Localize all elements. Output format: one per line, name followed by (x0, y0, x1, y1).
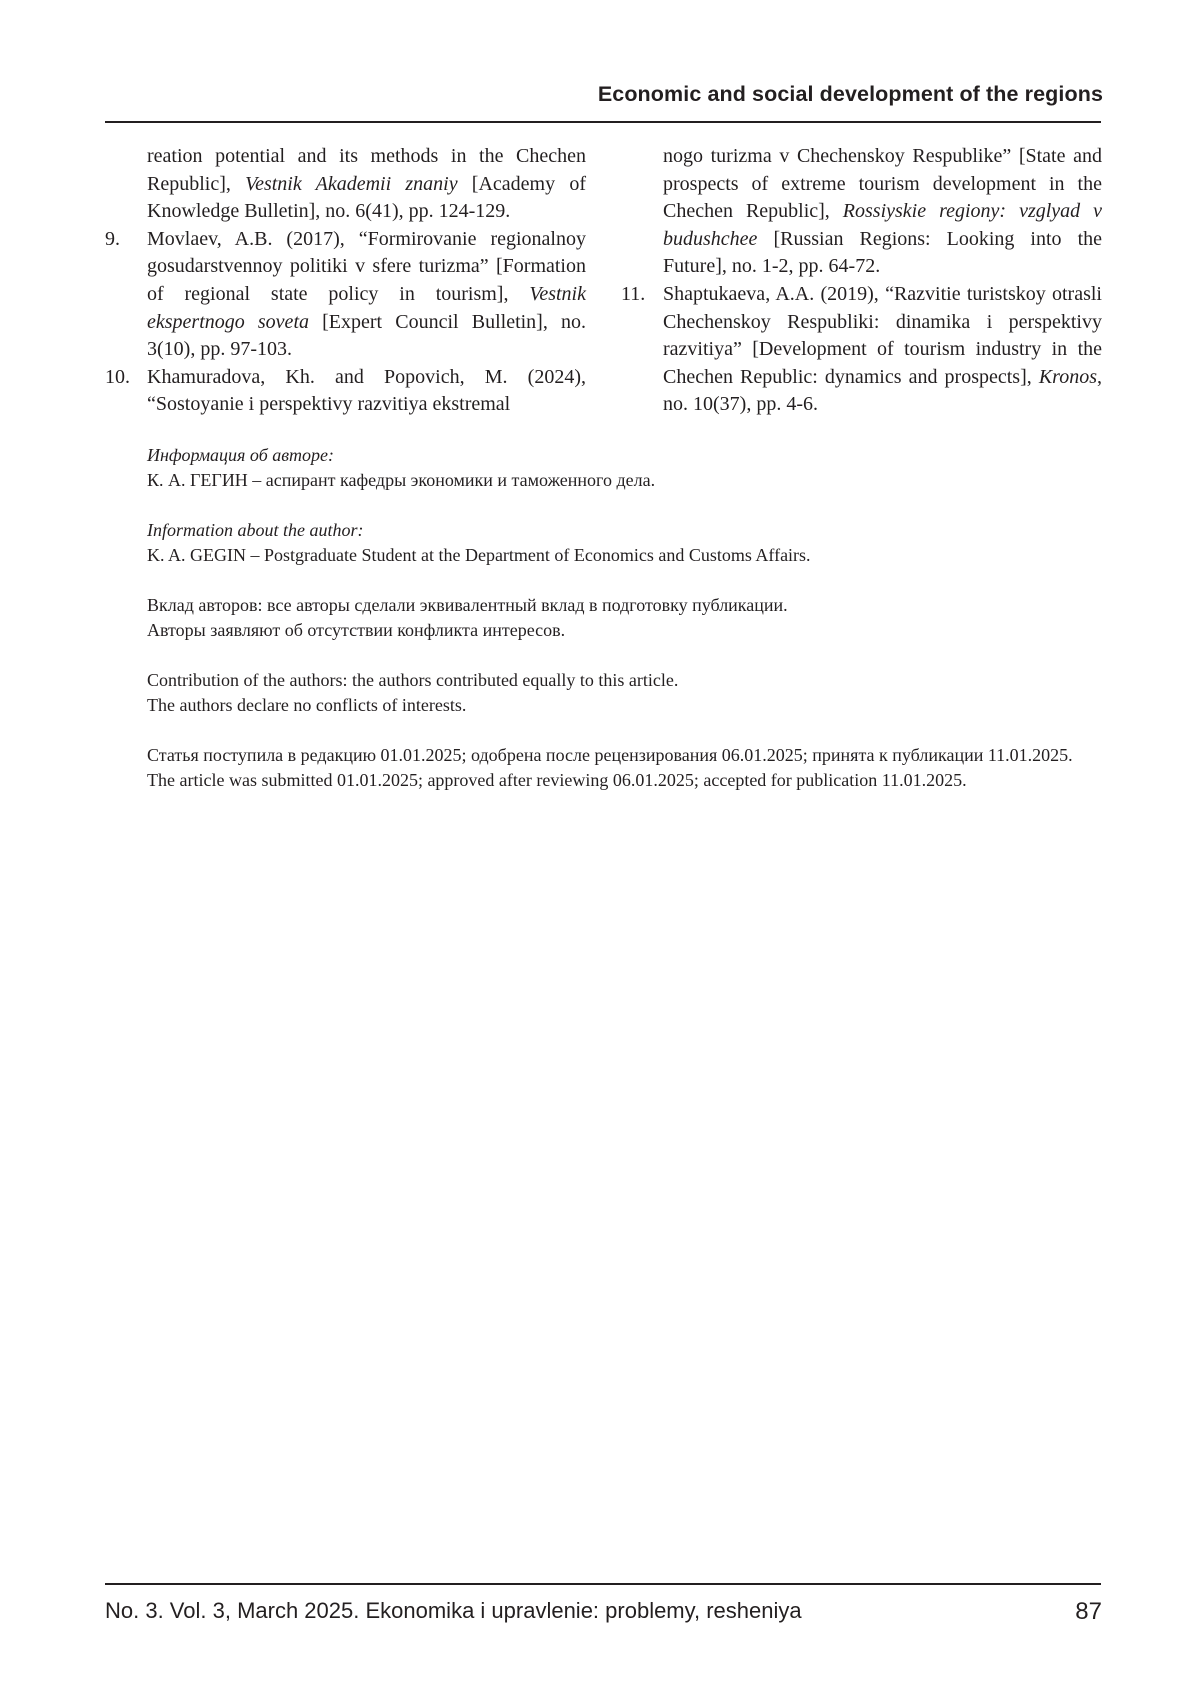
running-header-title: Economic and social development of the regions (597, 82, 1103, 106)
contribution-ru-line1: Вклад авторов: все авторы сделали эквивалентный вклад в подготовку публикации. (147, 595, 788, 615)
article-dates (147, 743, 1102, 793)
reference-text: reation potential and its methods in the Chechen Republic], Vestnik Akademii znaniy [Academy of Knowledge Bulletin], no. 6(41), pp. 124-129. (147, 145, 586, 223)
references-column-right (621, 143, 1102, 419)
header-rule (105, 121, 1101, 123)
reference-text: Khamuradova, Kh. and Popovich, M. (2024), “Sostoyanie i perspektivy razvitiya ekstremal (147, 365, 586, 416)
footer-citation: No. 3. Vol. 3, March 2025. Ekonomika i upravlenie: problemy, resheniya (105, 1598, 802, 1623)
reference-journal: Vestnik ekspertnogo soveta (147, 282, 586, 333)
reference-number: 11. (621, 282, 646, 305)
reference-text: nogo turizma v Chechenskoy Respublike” [State and prospects of extreme tourism development in the Chechen Republic], Rossiyskie regiony: vzglyad v budushchee [Russian Regions: Looking into the Future], no. 1-2, pp. 64-72. (663, 145, 1103, 278)
article-dates-ru: Статья поступила в редакцию 01.01.2025; одобрена после рецензирования 06.01.2025; принята к публикации 11.01.2025. (147, 745, 1073, 765)
reference-journal: Rossiyskie regiony: vzglyad v budushchee (663, 200, 1103, 250)
reference-item (621, 281, 1102, 419)
author-info-ru-text: К. А. ГЕГИН – аспирант кафедры экономики и таможенного дела. (147, 470, 656, 490)
reference-item (105, 226, 586, 364)
reference-item (105, 143, 586, 226)
contribution-en (147, 668, 1102, 718)
reference-item (621, 143, 1102, 281)
reference-item (105, 364, 586, 419)
reference-journal: Vestnik Akademii znaniy (245, 172, 458, 195)
references-column-left (105, 143, 586, 419)
reference-journal: Kronos (1038, 365, 1097, 388)
contribution-ru-line2: Авторы заявляют об отсутствии конфликта интересов. (147, 620, 566, 640)
page-number: 87 (1075, 1598, 1102, 1625)
contribution-en-line2: The authors declare no conflicts of interests. (147, 695, 467, 715)
author-info-en-text: K. A. GEGIN – Postgraduate Student at the Department of Economics and Customs Affairs. (147, 545, 811, 565)
author-info-ru (147, 443, 1102, 493)
author-info-ru-heading: Информация об авторе: (147, 445, 335, 465)
reference-number: 10. (105, 365, 130, 388)
footer-rule (105, 1583, 1101, 1585)
reference-number: 9. (105, 227, 120, 250)
author-info-en (147, 518, 1102, 568)
reference-text: Shaptukaeva, A.A. (2019), “Razvitie turistskoy otrasli Chechenskoy Respubliki: dinamika i perspektivy razvitiya” [Development of tourism industry in the Chechen Republic: dynamics and prospects], Kronos, no. 10(37), pp. 4-6. (663, 282, 1102, 416)
article-dates-en: The article was submitted 01.01.2025; approved after reviewing 06.01.2025; accepted for publication 11.01.2025. (147, 770, 967, 790)
author-info-en-heading: Information about the author: (147, 520, 364, 540)
contribution-ru (147, 593, 1102, 643)
contribution-en-line1: Contribution of the authors: the authors contributed equally to this article. (147, 670, 679, 690)
reference-text: Movlaev, A.B. (2017), “Formirovanie regionalnoy gosudarstvennoy politiki v sfere turizma” [Formation of regional state policy in tourism], Vestnik ekspertnogo soveta [Expert Council Bulletin], no. 3(10), pp. 97-103. (147, 227, 586, 361)
